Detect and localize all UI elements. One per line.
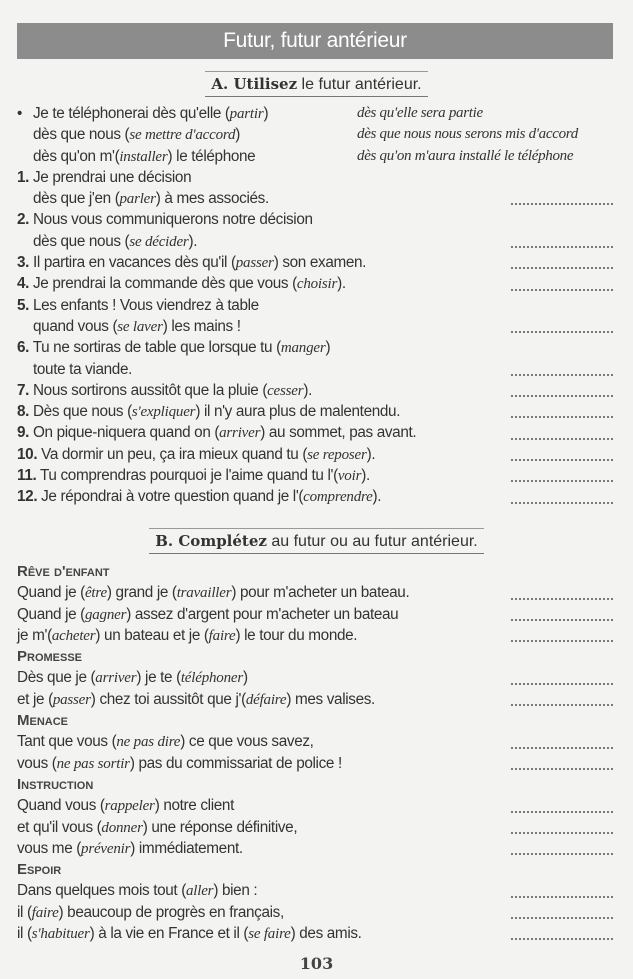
answer-blank[interactable] [511,374,613,376]
group-heading: Promesse [17,648,83,666]
line-text: quand vous ( [33,317,118,335]
line-text: ) [263,105,269,122]
item-number: 1. [17,168,30,186]
exercise-line [17,667,613,688]
line-text: vous me ( [17,839,82,857]
verb-infinitive: arriver [95,670,137,687]
answer-blank[interactable] [511,683,613,685]
line-text: Dès que je ( [17,669,96,687]
answer-blank[interactable] [511,640,613,642]
line-text: ) à la vie en France et il ( [89,925,249,943]
answer-blank[interactable] [511,747,613,749]
line-text: vous ( [17,754,57,772]
verb-infinitive: parler [119,191,156,208]
group-heading: Menace [17,712,69,730]
verb-infinitive: s'habituer [31,926,90,943]
exercise-item-line [17,188,613,209]
line-text: ) immédiatement. [130,839,243,857]
answer-blank[interactable] [511,267,613,269]
line-text: ) il n'y aura plus de malentendu. [195,403,401,421]
line-text: dès que nous ( [33,126,130,144]
answer-blank[interactable] [511,438,613,440]
answer-blank[interactable] [511,203,613,205]
example-answer: dès que nous nous serons mis d'accord [357,126,578,143]
line-text: dès que nous ( [33,232,130,250]
item-number: 2. [17,211,30,229]
answer-blank[interactable] [511,938,613,940]
answer-blank[interactable] [511,853,613,855]
line-text: et qu'il vous ( [17,818,102,836]
line-text: ) au sommet, pas avant. [260,424,417,442]
verb-infinitive: faire [208,627,236,644]
line-text: Quand vous ( [17,797,105,815]
section-a-heading [0,71,633,97]
line-text: On pique-niquera quand on ( [32,424,220,442]
exercise-item-line [17,167,613,188]
line-text: Je te téléphonerai dès qu'elle ( [33,105,230,122]
example-line [17,103,613,124]
exercise-item-line [17,337,613,358]
item-number: 7. [17,381,30,399]
line-text: Quand je ( [17,584,85,602]
answer-blank[interactable] [511,246,613,248]
item-number: 5. [17,296,30,314]
line-text: et je ( [17,690,53,708]
answer-blank[interactable] [511,480,613,482]
line-text: ) [243,669,248,687]
exercise-item-line [17,422,613,443]
verb-infinitive: se mettre d'accord [129,127,236,144]
line-text: toute ta viande. [33,360,133,378]
item-number: 6. [17,339,30,357]
item-number: 8. [17,403,30,421]
line-text: ) pour m'acheter un bateau. [231,584,410,602]
group-heading: Instruction [17,775,94,793]
line-text: ) je te ( [136,669,181,687]
line-text: dès qu'on m'( [33,147,120,165]
section-b-exercise [17,561,613,944]
line-text: Je prendrai la commande dès que vous ( [32,275,297,293]
exercise-item-line [17,444,613,465]
exercise-line [17,838,613,859]
verb-infinitive: manger [280,340,326,357]
line-text: ) pas du commissariat de police ! [129,754,342,772]
exercise-line [17,625,613,646]
exercise-item-line [17,273,613,294]
example-answer: dès qu'elle sera partie [357,105,483,121]
exercise-item-line [17,359,613,380]
verb-infinitive: se décider [129,233,189,250]
verb-infinitive: cesser [267,382,304,399]
group-heading: Rêve d'enfant [17,563,110,580]
line-text: je m'( [17,626,52,644]
exercise-line [17,902,613,923]
answer-blank[interactable] [511,768,613,770]
bullet: • [17,105,23,122]
answer-blank[interactable] [511,289,613,291]
verb-infinitive: se faire [248,926,291,943]
answer-blank[interactable] [511,896,613,898]
line-text: ). [366,445,376,463]
line-text: ). [372,488,382,506]
exercise-item-line [17,401,613,422]
example-line [17,124,613,145]
line-text: Tant que vous ( [17,733,117,751]
answer-blank[interactable] [511,598,613,600]
answer-blank[interactable] [511,416,613,418]
example-answer: dès qu'on m'aura installé le téléphone [357,147,574,164]
chapter-title-bar [17,23,613,59]
line-text: ) des amis. [290,925,362,943]
verb-infinitive: voir [337,468,362,485]
line-text: Je prendrai une décision [32,168,192,186]
line-text: ) grand je ( [106,584,177,602]
page-number: 103 [299,954,334,973]
exercise-line [17,817,613,838]
group-heading: Espoir [17,861,62,879]
verb-infinitive: partir [229,106,264,122]
line-text: ) les mains ! [162,317,241,335]
answer-blank[interactable] [511,704,613,706]
exercise-line [17,753,613,774]
verb-infinitive: arriver [219,425,261,442]
line-text: Je répondrai à votre question quand je l'( [41,488,304,506]
verb-infinitive: choisir [296,276,338,293]
exercise-item-line [17,231,613,252]
exercise-item-line [17,316,613,337]
verb-infinitive: travailler [176,585,232,602]
verb-infinitive: comprendre [303,489,373,506]
answer-blank[interactable] [511,395,613,397]
line-text: Nous vous communiquerons notre décision [32,211,313,229]
exercise-line [17,689,613,710]
verb-infinitive: être [84,585,107,602]
line-text: Dans quelques mois tout ( [17,882,186,900]
answer-blank[interactable] [511,459,613,461]
verb-infinitive: se laver [117,318,163,335]
exercise-line [17,582,613,603]
line-text: ) son examen. [273,254,367,272]
exercise-line [17,880,613,901]
verb-infinitive: donner [101,819,143,836]
answer-blank[interactable] [511,832,613,834]
line-text: ) beaucoup de progrès en français, [58,903,284,921]
item-number: 12. [17,488,38,506]
exercise-item-line [17,465,613,486]
exercise-item-line [17,486,613,507]
line-text: Les enfants ! Vous viendrez à table [32,296,259,314]
line-text: ) à mes associés. [155,190,269,208]
verb-infinitive: ne pas sortir [56,755,130,772]
verb-infinitive: téléphoner [180,670,243,687]
section-a-exercise [17,103,613,508]
exercise-line [17,604,613,625]
exercise-line [17,923,613,944]
answer-blank[interactable] [511,917,613,919]
line-text: ) chez toi aussitôt que j'( [90,690,246,708]
answer-blank[interactable] [511,619,613,621]
line-text: ) le téléphone [167,147,256,165]
section-b-heading [0,528,633,554]
line-text: Nous sortirons aussitôt que la pluie ( [32,381,268,399]
verb-infinitive: défaire [245,691,287,708]
chapter-title: Futur, futur antérieur [223,29,407,52]
exercise-line [17,795,613,816]
line-text: ). [361,467,370,485]
item-number: 10. [17,445,38,463]
line-text: Il partira en vacances dès qu'il ( [32,254,236,272]
line-text: ) mes valises. [286,690,375,708]
section-a-instruction-bold: A. Utilisez [211,75,298,93]
line-text: ) assez d'argent pour m'acheter un bateau [126,605,399,623]
line-text: Tu comprendras pourquoi je l'aime quand tu l'( [40,467,338,485]
line-text: il ( [17,925,32,943]
verb-infinitive: acheter [51,627,96,644]
item-number: 3. [17,254,30,272]
line-text: il ( [17,903,32,921]
line-text: ) ce que vous savez, [180,733,314,751]
section-b-instruction-text: au futur ou au futur antérieur. [266,533,478,550]
line-text: ). [337,275,346,293]
item-number: 4. [17,275,30,293]
answer-blank[interactable] [511,331,613,333]
answer-blank[interactable] [511,502,613,504]
section-a-instruction-text: le futur antérieur. [297,76,422,93]
item-number: 9. [17,424,30,442]
line-text: ). [188,232,198,250]
section-b-instruction-bold: B. Complétez [155,532,267,550]
line-text: ) [325,339,331,357]
line-text: ) bien : [213,882,258,900]
verb-infinitive: faire [31,904,59,921]
verb-infinitive: installer [119,148,168,165]
line-text: Tu ne sortiras de table que lorsque tu ( [32,339,281,357]
verb-infinitive: rappeler [104,798,155,815]
line-text: ). [303,381,313,399]
verb-infinitive: gagner [84,606,127,623]
verb-infinitive: s'expliquer [131,404,196,421]
exercise-item-line [17,295,613,316]
exercise-item-line [17,252,613,273]
exercise-line [17,731,613,752]
exercise-item-line [17,380,613,401]
verb-infinitive: passer [235,255,274,272]
line-text: ) le tour du monde. [235,626,358,644]
verb-infinitive: ne pas dire [116,734,181,751]
item-number: 11. [17,467,37,485]
line-text: ) un bateau et je ( [95,626,209,644]
line-text: ) notre client [154,797,234,815]
verb-infinitive: passer [52,691,91,708]
answer-blank[interactable] [511,811,613,813]
line-text: Quand je ( [17,605,85,623]
line-text: Dès que nous ( [32,403,132,421]
line-text: ) [235,126,241,144]
line-text: dès que j'en ( [33,190,120,208]
line-text: ) une réponse définitive, [142,818,298,836]
example-line [17,146,613,167]
verb-infinitive: prévenir [81,840,131,857]
exercise-item-line [17,209,613,230]
line-text: Va dormir un peu, ça ira mieux quand tu ( [41,445,308,463]
verb-infinitive: se reposer [307,446,367,463]
verb-infinitive: aller [185,883,214,900]
